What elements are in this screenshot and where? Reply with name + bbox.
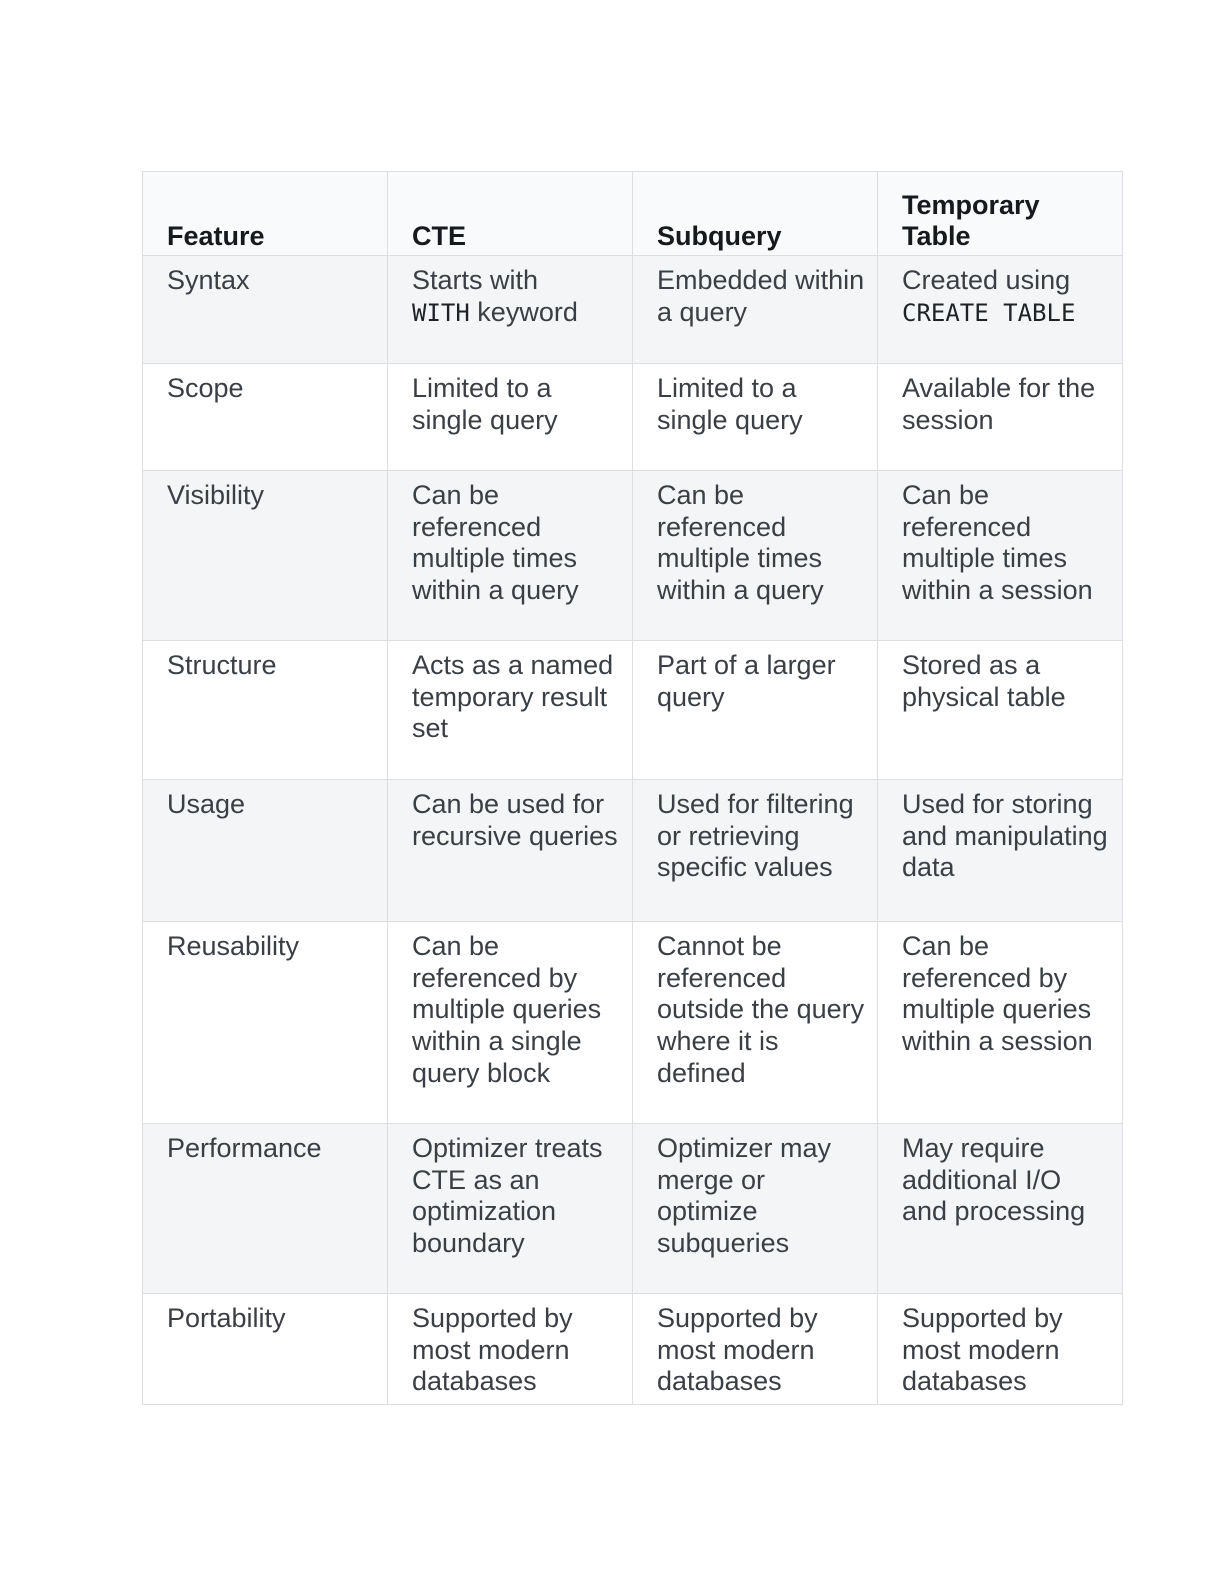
cte-cell: Acts as a named temporary result set xyxy=(388,641,633,780)
table-row-scope xyxy=(143,364,1123,471)
feature-cell: Usage xyxy=(143,780,388,922)
subquery-cell: Optimizer may merge or optimize subqueries xyxy=(633,1124,878,1294)
temp-code: CREATE TABLE xyxy=(902,298,1076,327)
subquery-cell: Used for filtering or retrieving specific values xyxy=(633,780,878,922)
table-row-syntax xyxy=(143,256,1123,364)
temp-table-cell: Stored as a physical table xyxy=(878,641,1123,780)
cte-text-prefix: Starts with xyxy=(412,265,539,295)
cte-code: WITH xyxy=(412,298,470,327)
table-row-portability xyxy=(143,1294,1123,1405)
header-temporary-table: Temporary Table xyxy=(878,172,1123,256)
header-row xyxy=(143,172,1123,256)
table-row-performance xyxy=(143,1124,1123,1294)
subquery-cell: Limited to a single query xyxy=(633,364,878,471)
table-row-usage xyxy=(143,780,1123,922)
table-row-structure xyxy=(143,641,1123,780)
cte-cell: Can be referenced multiple times within a query xyxy=(388,471,633,641)
header-subquery: Subquery xyxy=(633,172,878,256)
subquery-cell: Supported by most modern databases xyxy=(633,1294,878,1405)
temp-table-cell: Can be referenced multiple times within a session xyxy=(878,471,1123,641)
temp-table-cell: May require additional I/O and processing xyxy=(878,1124,1123,1294)
table-row-visibility xyxy=(143,471,1123,641)
cte-cell: Supported by most modern databases xyxy=(388,1294,633,1405)
cte-cell: Can be used for recursive queries xyxy=(388,780,633,922)
subquery-cell: Embedded within a query xyxy=(633,256,878,364)
temp-table-cell xyxy=(878,256,1123,364)
cte-cell: Can be referenced by multiple queries within a single query block xyxy=(388,922,633,1124)
table-body xyxy=(143,256,1123,1405)
subquery-cell: Can be referenced multiple times within a query xyxy=(633,471,878,641)
feature-cell: Performance xyxy=(143,1124,388,1294)
cte-cell: Optimizer treats CTE as an optimization boundary xyxy=(388,1124,633,1294)
feature-cell: Reusability xyxy=(143,922,388,1124)
table-row-reusability xyxy=(143,922,1123,1124)
comparison-table xyxy=(142,171,1123,1405)
feature-cell: Portability xyxy=(143,1294,388,1405)
cte-cell: Limited to a single query xyxy=(388,364,633,471)
cte-text-suffix: keyword xyxy=(469,296,578,327)
header-feature: Feature xyxy=(143,172,388,256)
feature-cell: Syntax xyxy=(143,256,388,364)
temp-table-cell: Can be referenced by multiple queries within a session xyxy=(878,922,1123,1124)
temp-table-cell: Used for storing and manipulating data xyxy=(878,780,1123,922)
feature-cell: Structure xyxy=(143,641,388,780)
temp-table-cell: Available for the session xyxy=(878,364,1123,471)
cte-cell xyxy=(388,256,633,364)
table-header xyxy=(143,172,1123,256)
temp-text-prefix: Created using xyxy=(902,265,1071,295)
subquery-cell: Cannot be referenced outside the query where it is defined xyxy=(633,922,878,1124)
feature-cell: Visibility xyxy=(143,471,388,641)
subquery-cell: Part of a larger query xyxy=(633,641,878,780)
feature-cell: Scope xyxy=(143,364,388,471)
temp-table-cell: Supported by most modern databases xyxy=(878,1294,1123,1405)
header-cte: CTE xyxy=(388,172,633,256)
